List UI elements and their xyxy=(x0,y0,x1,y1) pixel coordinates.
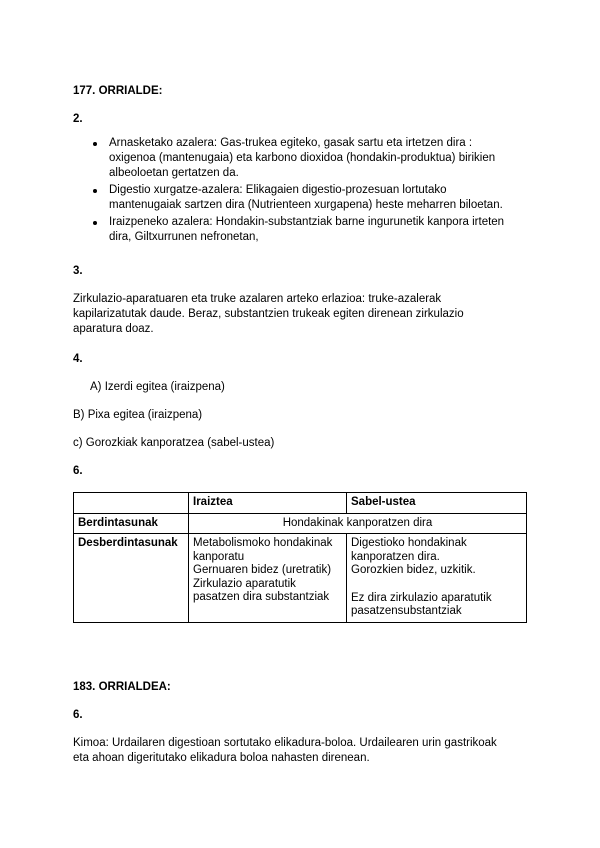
table-row xyxy=(74,534,527,623)
cell-line: Ez dira zirkulazio aparatutik xyxy=(351,591,492,604)
list-item-line: Arnasketako azalera: Gas-trukea egiteko, gasak sartu eta irtetzen dira : xyxy=(109,137,473,149)
list-item-line: Digestio xurgatze-azalera: Elikagaien digestio-prozesuan lortutako xyxy=(109,184,447,196)
cell-line: Digestioko hondakinak xyxy=(351,537,467,549)
list-item xyxy=(90,215,530,245)
paragraph-line: kapilarizatutak daude. Beraz, substantzien trukeak egiten direnean zirkulazio xyxy=(73,308,464,320)
answer-b: B) Pixa egitea (iraizpena) xyxy=(73,409,203,421)
answer-c: c) Gorozkiak kanporatzea (sabel-ustea) xyxy=(73,437,275,449)
row-header-desberdintasunak: Desberdintasunak xyxy=(74,534,189,623)
cell-line: Gernuaren bidez (uretratik) xyxy=(193,564,332,576)
cell-line: kanporatu xyxy=(193,550,245,563)
list-item-line: mantenugaiak sartzen dira (Nutrienteen xurgapena) heste meharren biloetan. xyxy=(109,199,503,211)
question-3-number: 3. xyxy=(73,265,83,277)
question-2-number: 2. xyxy=(73,113,83,125)
cell-line: kanporatzen dira. xyxy=(351,550,440,563)
comparison-table xyxy=(73,492,527,623)
question-4-number: 4. xyxy=(73,353,83,365)
section-2-question-6-answer xyxy=(73,736,543,766)
cell-line: Zirkulazio aparatutik xyxy=(193,577,296,590)
cell-iraiztea xyxy=(189,534,347,623)
section-2-title: 183. ORRIALDEA: xyxy=(73,681,171,693)
cell-line: pasatzen dira substantziak xyxy=(193,591,330,603)
question-6-number: 6. xyxy=(73,465,83,477)
cell-line: Metabolismoko hondakinak xyxy=(193,537,333,549)
question-2-list xyxy=(90,136,530,247)
list-item xyxy=(90,183,530,213)
paragraph-line: Kimoa: Urdailaren digestioan sortutako elikadura-boloa. Urdailearen urin gastrikoak xyxy=(73,737,497,749)
question-3-answer xyxy=(73,292,533,337)
list-item-line: albeoloetan gertatzen da. xyxy=(109,167,239,179)
list-item xyxy=(90,136,530,181)
list-item-line: Iraizpeneko azalera: Hondakin-substantziak barne ingurunetik kanpora irteten xyxy=(109,216,505,228)
merged-cell: Hondakinak kanporatzen dira xyxy=(189,513,527,534)
cell-line: pasatzensubstantziak xyxy=(351,605,462,617)
table-row xyxy=(74,513,527,534)
cell-line: Gorozkien bidez, uzkitik. xyxy=(351,564,476,576)
column-header-sabel-ustea: Sabel-ustea xyxy=(347,493,527,514)
list-item-line: dira, Giltxurrunen nefronetan, xyxy=(109,231,259,243)
paragraph-line: eta ahoan digeritutako elikadura boloa nahasten direnean. xyxy=(73,752,370,764)
answer-a: A) Izerdi egitea (iraizpena) xyxy=(90,381,225,393)
cell-sabel-ustea xyxy=(347,534,527,623)
list-item-line: oxigenoa (mantenugaia) eta karbono dioxidoa (hondakin-produktua) birikien xyxy=(109,152,496,164)
paragraph-line: aparatura doaz. xyxy=(73,323,154,335)
column-header-iraiztea: Iraiztea xyxy=(189,493,347,514)
paragraph-line: Zirkulazio-aparatuaren eta truke azalaren arteko erlazioa: truke-azalerak xyxy=(73,293,442,305)
table-row xyxy=(74,493,527,514)
row-header-berdintasunak: Berdintasunak xyxy=(74,513,189,534)
section-2-question-6-number: 6. xyxy=(73,709,83,721)
table-cell-empty xyxy=(74,493,189,514)
page-title: 177. ORRIALDE: xyxy=(73,85,163,97)
